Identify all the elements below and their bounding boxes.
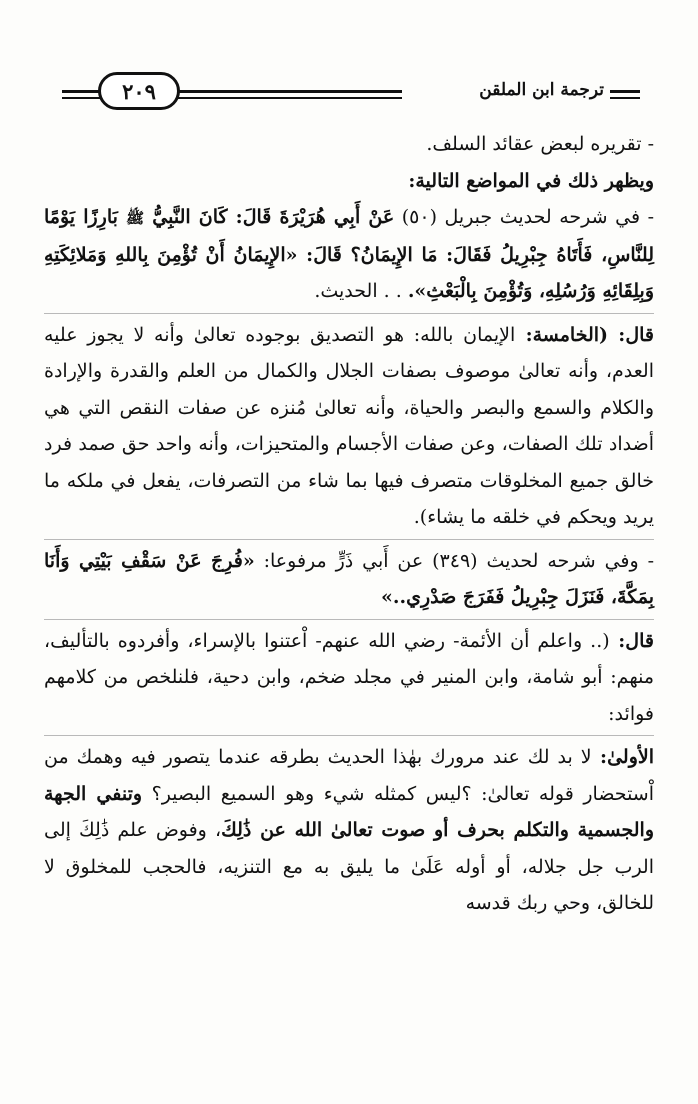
header-rule-left [62,90,102,93]
paragraph-isra-scholars: قال: (.. واعلم أن الأئمة- رضي الله عنهم- اْعتنوا بالإسراء، وأفردوه بالتأليف، منهم: أبو شامة، وابن المنير في مجلد ضخم، وابن دحية، فلنلخص من كلامهم فوائد: [44,619,654,733]
running-title: ترجمة ابن الملقن [479,80,604,100]
header-rule-middle [177,90,402,93]
text-line-positions-heading: ويظهر ذلك في المواضع التالية: [408,169,654,192]
page-number-badge [98,72,180,110]
header-rule-left-lower [62,97,102,99]
header-rule-middle-lower [177,97,402,99]
paragraph-jibril-hadith: - في شرحه لحديث جبريل (٥٠) عَنْ أَبِي هُرَيْرَةَ قَالَ: كَانَ النَّبِيُّ ﷺ بَارِزًا يَوْمًا لِلنَّاسِ، فَأَتَاهُ جِبْرِيلُ فَقَالَ: مَا الإِيمَانُ؟ قَالَ: «الإِيمَانُ أَنْ تُؤْمِنَ بِاللهِ وَمَلائِكَتِهِ وَبِلِقَائِهِ وَرُسُلِهِ، وَتُؤْمِنَ بِالْبَعْثِ». . . الحديث. [44,206,654,302]
page-body [44,126,654,922]
salawat-symbol: ﷺ [126,209,145,227]
paragraph-fifth-faith: قال: (الخامسة: الإيمان بالله: هو التصديق بوجوده تعالىٰ وأنه لا يجوز عليه العدم، وأنه تعالىٰ موصوف بصفات الجلال والكمال من العلم والقدرة والإرادة والكلام والسمع والبصر والحياة، وأنه تعالىٰ مُنزه عن صفات النقص التي هي أضداد تلك الصفات، وعن صفات الأجسام والمتحيزات، وأنه واحد حق صمد فرد خالق جميع المخلوقات متصرف فيها بما شاء من التصرفات، يفعل في ملكه ما يريد ويحكم في خلقه ما يشاء). [44,313,654,536]
paragraph-abu-dharr-hadith: - وفي شرحه لحديث (٣٤٩) عن أَبي ذَرٍّ مرفوعا: «فُرِجَ عَنْ سَقْفِ بَيْتِي وَأَنَا بِمَكَّةَ، فَنَزَلَ جِبْرِيلُ فَفَرَجَ صَدْرِي..» [44,539,654,616]
page-header [62,70,640,116]
header-rule-right-lower [610,97,640,99]
text-line-doctrine-intro: - تقريره لبعض عقائد السلف. [426,133,654,155]
paragraph-first-benefit: الأولىٰ: لا بد لك عند مرورك بهٰذا الحديث بطرقه عندما يتصور فيه وهمك من اْستحضار قوله تعالىٰ: ؟ليس كمثله شيء وهو السميع البصير؟ وتنفي الجهة والجسمية والتكلم بحرف أو صوت تعالىٰ الله عن ذَٰلِكَ، وفوض علم ذَٰلِكَ إلى الرب جل جلاله، أو أوله عَلَىٰ ما يليق به مع التنزيه، فالحجب للمخلوق لا للخالق، وحي ربك قدسه [44,735,654,922]
header-rule-right [610,90,640,93]
page-number: ٢٠٩ [122,78,156,104]
